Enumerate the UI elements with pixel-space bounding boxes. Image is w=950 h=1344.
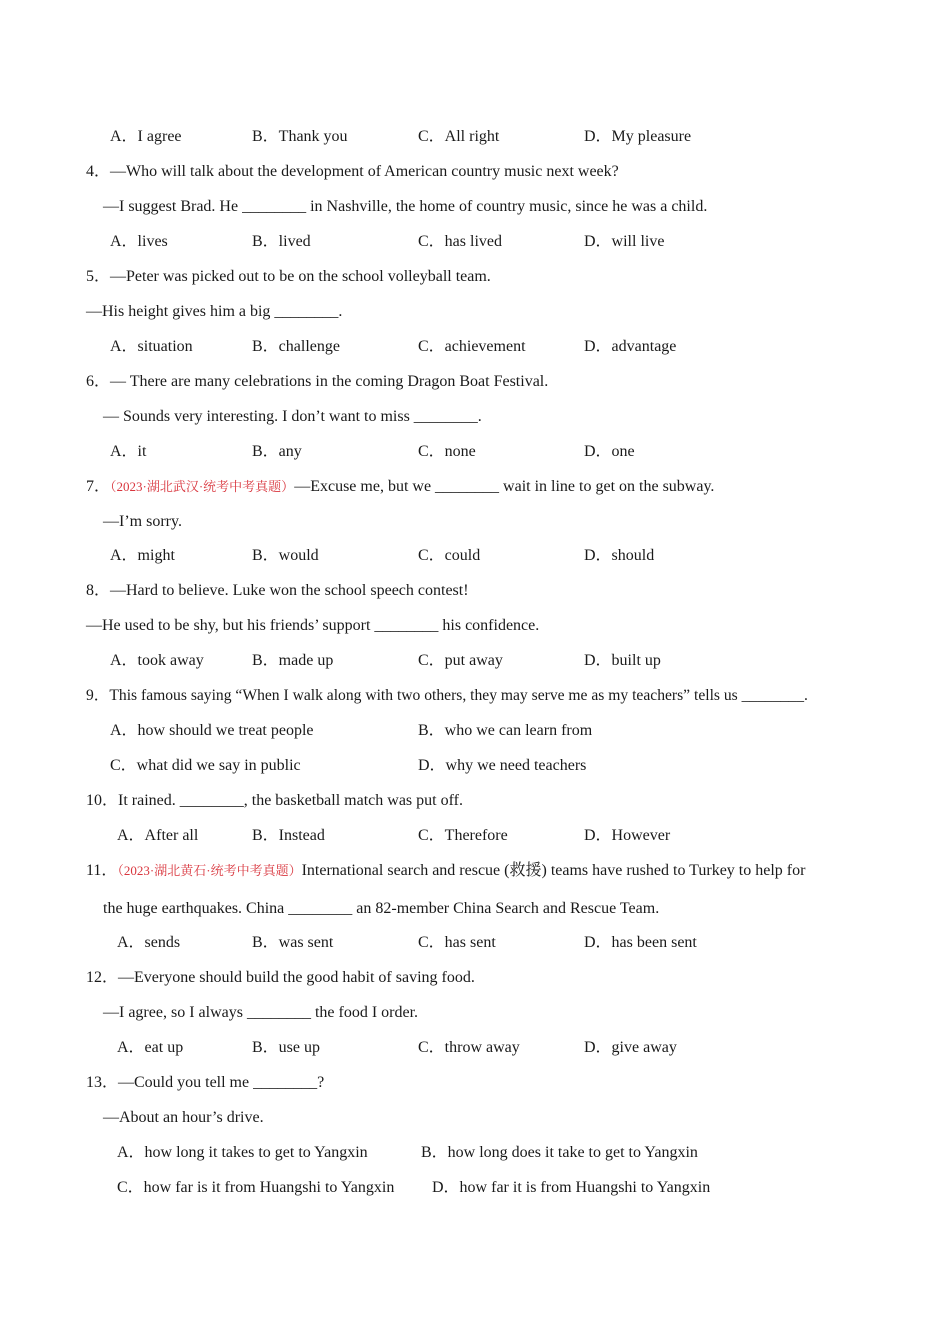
q11-stem-line bbox=[86, 861, 805, 881]
q12-line2: —I agree, so I always ________ the food I order. bbox=[103, 1004, 419, 1021]
q13-option-c: C．how far is it from Huangshi to Yangxin bbox=[117, 1179, 395, 1196]
q11-option-d: D．has been sent bbox=[584, 934, 697, 951]
q7-line2: —I’m sorry. bbox=[103, 513, 182, 530]
q7-stem: —Excuse me, but we ________ wait in line to get on the subway. bbox=[294, 478, 715, 495]
q6-option-d: D．one bbox=[584, 443, 635, 460]
q11-option-c: C．has sent bbox=[418, 934, 496, 951]
q4-line2: —I suggest Brad. He ________ in Nashville, the home of country music, since he was a child. bbox=[103, 198, 708, 215]
q9-stem: 9．This famous saying “When I walk along with two others, they may serve me as my teachers” tells us ________. bbox=[86, 687, 808, 704]
q6-line2: — Sounds very interesting. I don’t want to miss ________. bbox=[103, 408, 482, 425]
q3-option-a: A．I agree bbox=[110, 128, 182, 145]
q12-option-b: B．use up bbox=[252, 1039, 321, 1056]
q11-line2: the huge earthquakes. China ________ an 82-member China Search and Rescue Team. bbox=[103, 900, 660, 917]
q5-stem: 5．—Peter was picked out to be on the school volleyball team. bbox=[86, 268, 491, 285]
q11-option-b: B．was sent bbox=[252, 934, 334, 951]
q4-option-c: C．has lived bbox=[418, 233, 502, 250]
q11-source-tag: （2023·湖北黄石·统考中考真题） bbox=[117, 863, 302, 878]
q10-stem: 10．It rained. ________, the basketball match was put off. bbox=[86, 792, 463, 809]
q11-stem: International search and rescue (救援) teams have rushed to Turkey to help for bbox=[301, 862, 806, 879]
q3-option-b: B．Thank you bbox=[252, 128, 348, 145]
q8-option-b: B．made up bbox=[252, 652, 334, 669]
q7-option-a: A．might bbox=[110, 547, 175, 564]
q4-option-b: B．lived bbox=[252, 233, 311, 250]
q6-option-b: B．any bbox=[252, 443, 302, 460]
q7-number: 7． bbox=[86, 478, 111, 495]
q8-stem: 8．—Hard to believe. Luke won the school speech contest! bbox=[86, 582, 469, 599]
q13-option-d: D．how far it is from Huangshi to Yangxin bbox=[432, 1179, 711, 1196]
q5-option-a: A．situation bbox=[110, 338, 193, 355]
q5-line2: —His height gives him a big ________. bbox=[86, 303, 343, 320]
q9-option-c: C．what did we say in public bbox=[110, 757, 301, 774]
q7-source-tag: （2023·湖北武汉·统考中考真题） bbox=[110, 479, 295, 494]
q13-option-a: A．how long it takes to get to Yangxin bbox=[117, 1144, 368, 1161]
q8-option-a: A．took away bbox=[110, 652, 204, 669]
q6-option-c: C．none bbox=[418, 443, 476, 460]
q10-option-b: B．Instead bbox=[252, 827, 325, 844]
q12-stem: 12．—Everyone should build the good habit of saving food. bbox=[86, 969, 475, 986]
q11-number: 11． bbox=[86, 862, 118, 879]
q4-stem: 4．—Who will talk about the development of American country music next week? bbox=[86, 163, 619, 180]
q12-option-d: D．give away bbox=[584, 1039, 677, 1056]
q4-option-d: D．will live bbox=[584, 233, 665, 250]
q9-option-a: A．how should we treat people bbox=[110, 722, 314, 739]
q11-option-a: A．sends bbox=[117, 934, 181, 951]
q9-option-d: D．why we need teachers bbox=[418, 757, 587, 774]
q7-option-d: D．should bbox=[584, 547, 655, 564]
q8-option-c: C．put away bbox=[418, 652, 503, 669]
q5-option-c: C．achievement bbox=[418, 338, 526, 355]
q13-stem: 13．—Could you tell me ________? bbox=[86, 1074, 325, 1091]
q7-option-b: B．would bbox=[252, 547, 319, 564]
q6-stem: 6．— There are many celebrations in the coming Dragon Boat Festival. bbox=[86, 373, 549, 390]
q12-option-c: C．throw away bbox=[418, 1039, 520, 1056]
q13-line2: —About an hour’s drive. bbox=[103, 1109, 264, 1126]
q5-option-b: B．challenge bbox=[252, 338, 340, 355]
q8-option-d: D．built up bbox=[584, 652, 661, 669]
q7-stem-line bbox=[86, 477, 714, 497]
q4-option-a: A．lives bbox=[110, 233, 168, 250]
q8-line2: —He used to be shy, but his friends’ support ________ his confidence. bbox=[86, 617, 540, 634]
q3-option-d: D．My pleasure bbox=[584, 128, 692, 145]
q10-option-d: D．However bbox=[584, 827, 671, 844]
q10-option-c: C．Therefore bbox=[418, 827, 508, 844]
q10-option-a: A．After all bbox=[117, 827, 199, 844]
q3-option-c: C．All right bbox=[418, 128, 500, 145]
q7-option-c: C．could bbox=[418, 547, 481, 564]
q12-option-a: A．eat up bbox=[117, 1039, 184, 1056]
q13-option-b: B．how long does it take to get to Yangxin bbox=[421, 1144, 698, 1161]
q6-option-a: A．it bbox=[110, 443, 147, 460]
q9-option-b: B．who we can learn from bbox=[418, 722, 593, 739]
q5-option-d: D．advantage bbox=[584, 338, 677, 355]
